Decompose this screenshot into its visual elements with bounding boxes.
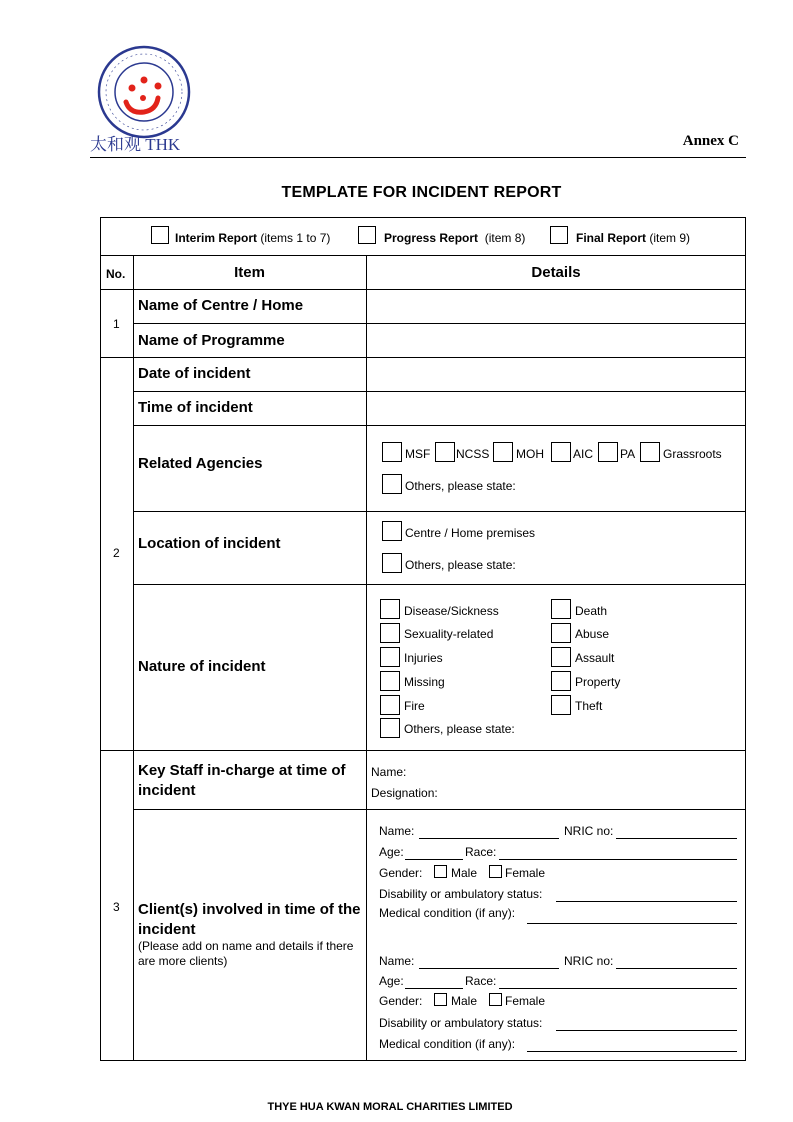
incident-date-field[interactable] (368, 359, 744, 390)
client1-nric-line[interactable] (616, 838, 737, 839)
moh-checkbox[interactable] (493, 442, 513, 462)
nature-option: Missing (404, 675, 445, 689)
client1-nric-label: NRIC no: (564, 824, 614, 838)
grassroots-checkbox[interactable] (640, 442, 660, 462)
incident-report-form (100, 217, 746, 1061)
annex-label: Annex C (682, 133, 739, 149)
missing-checkbox[interactable] (380, 671, 400, 691)
page-title (0, 184, 793, 202)
progress-report-checkbox[interactable] (358, 226, 376, 244)
clients-note: (Please add on name and details if there are more clients) (138, 939, 354, 968)
row-divider (133, 323, 746, 324)
client2-disability-line[interactable] (556, 1030, 737, 1031)
final-report-note: (item 9) (649, 231, 691, 245)
client2-age-label: Age: (379, 974, 404, 988)
nature-option: Abuse (575, 627, 610, 641)
client2-medical-label: Medical condition (if any): (379, 1037, 516, 1051)
client2-male-label: Male (451, 994, 478, 1008)
interim-report-checkbox[interactable] (151, 226, 169, 244)
location-premises-checkbox[interactable] (382, 521, 402, 541)
agencies-others-label: Others, please state: (405, 479, 516, 493)
agency-option-aic: AIC (573, 447, 594, 461)
client2-name-label: Name: (379, 954, 415, 968)
final-report-checkbox[interactable] (550, 226, 568, 244)
client2-nric-line[interactable] (616, 968, 737, 969)
row-divider (133, 425, 746, 426)
location-others-label: Others, please state: (405, 558, 516, 572)
row-number: 3 (113, 900, 120, 914)
disease-checkbox[interactable] (380, 599, 400, 619)
nature-option: Injuries (404, 651, 443, 665)
agencies-others-checkbox[interactable] (382, 474, 402, 494)
interim-report-label: Interim Report (175, 231, 258, 245)
client1-female-label: Female (505, 866, 546, 880)
item-column-header: Item (234, 264, 265, 281)
item-programme-label: Name of Programme (138, 332, 285, 349)
fire-checkbox[interactable] (380, 695, 400, 715)
final-report-label: Final Report (576, 231, 647, 245)
row-divider (133, 391, 746, 392)
client1-race-line[interactable] (499, 859, 737, 860)
item-date-label: Date of incident (138, 365, 251, 382)
client2-female-checkbox[interactable] (489, 993, 502, 1006)
nature-option: Theft (575, 699, 603, 713)
agency-option-msf: MSF (405, 447, 431, 461)
details-column-header: Details (531, 264, 581, 281)
row-divider (101, 255, 746, 256)
theft-checkbox[interactable] (551, 695, 571, 715)
client2-disability-label: Disability or ambulatory status: (379, 1016, 543, 1030)
client1-medical-line[interactable] (527, 923, 737, 924)
row-divider (101, 289, 746, 290)
key-staff-name-label: Name: (371, 765, 407, 779)
client1-male-checkbox[interactable] (434, 865, 447, 878)
page-title-text: TEMPLATE FOR INCIDENT REPORT (281, 184, 562, 201)
nature-option: Disease/Sickness (404, 604, 499, 618)
header-divider (90, 157, 746, 158)
client1-age-label: Age: (379, 845, 404, 859)
row-divider (133, 511, 746, 512)
client2-race-line[interactable] (499, 988, 737, 989)
item-clients-label: Client(s) involved in time of the incident (138, 901, 361, 938)
client1-name-label: Name: (379, 824, 415, 838)
final-report-option (576, 231, 690, 245)
pa-checkbox[interactable] (598, 442, 618, 462)
client2-medical-line[interactable] (527, 1051, 737, 1052)
client2-name-line[interactable] (419, 968, 559, 969)
row-divider (133, 584, 746, 585)
item-location-label: Location of incident (138, 535, 281, 552)
nature-option: Property (575, 675, 621, 689)
death-checkbox[interactable] (551, 599, 571, 619)
client1-name-line[interactable] (419, 838, 559, 839)
no-column-header: No. (106, 267, 126, 281)
client2-age-line[interactable] (405, 988, 463, 989)
programme-name-field[interactable] (368, 325, 744, 356)
interim-report-option (175, 231, 330, 245)
agency-option-ncss: NCSS (456, 447, 490, 461)
item-time-label: Time of incident (138, 399, 253, 416)
centre-name-field[interactable] (368, 291, 744, 322)
column-divider (133, 255, 134, 1061)
nature-option: Sexuality-related (404, 627, 494, 641)
item-nature-label: Nature of incident (138, 658, 266, 675)
aic-checkbox[interactable] (551, 442, 571, 462)
agency-option-pa: PA (620, 447, 636, 461)
interim-report-note: (items 1 to 7) (260, 231, 331, 245)
row-divider (101, 750, 746, 751)
nature-others-label: Others, please state: (404, 722, 515, 736)
footer-organisation: THYE HUA KWAN MORAL CHARITIES LIMITED (267, 1101, 513, 1113)
injuries-checkbox[interactable] (380, 647, 400, 667)
row-divider (133, 809, 746, 810)
location-others-checkbox[interactable] (382, 553, 402, 573)
column-divider (366, 255, 367, 1061)
row-number: 1 (113, 317, 120, 331)
client1-disability-line[interactable] (556, 901, 737, 902)
item-agencies-label: Related Agencies (138, 455, 263, 472)
client2-race-label: Race: (465, 974, 497, 988)
agency-option-moh: MOH (516, 447, 544, 461)
msf-checkbox[interactable] (382, 442, 402, 462)
logo-wordmark: 太和观 THK (90, 135, 181, 154)
client2-gender-label: Gender: (379, 994, 423, 1008)
nature-option: Fire (404, 699, 425, 713)
property-checkbox[interactable] (551, 671, 571, 691)
nature-others-checkbox[interactable] (380, 718, 400, 738)
agency-option-grassroots: Grassroots (663, 447, 722, 461)
client1-disability-label: Disability or ambulatory status: (379, 887, 543, 901)
client1-medical-label: Medical condition (if any): (379, 906, 516, 920)
item-centre-label: Name of Centre / Home (138, 297, 304, 314)
row-number: 2 (113, 546, 120, 560)
abuse-checkbox[interactable] (551, 623, 571, 643)
nature-option: Death (575, 604, 608, 618)
client1-gender-label: Gender: (379, 866, 423, 880)
incident-time-field[interactable] (368, 393, 744, 424)
assault-checkbox[interactable] (551, 647, 571, 667)
client2-male-checkbox[interactable] (434, 993, 447, 1006)
key-staff-designation-label: Designation: (371, 786, 438, 800)
location-premises-label: Centre / Home premises (405, 526, 536, 540)
ncss-checkbox[interactable] (435, 442, 455, 462)
society-logo (96, 44, 192, 140)
client1-female-checkbox[interactable] (489, 865, 502, 878)
client1-male-label: Male (451, 866, 478, 880)
client1-age-line[interactable] (405, 859, 463, 860)
progress-report-label: Progress Report (384, 231, 479, 245)
progress-report-option (384, 231, 525, 245)
client2-nric-label: NRIC no: (564, 954, 614, 968)
nature-option: Assault (575, 651, 615, 665)
client1-race-label: Race: (465, 845, 497, 859)
progress-report-note: (item 8) (484, 231, 526, 245)
sexuality-checkbox[interactable] (380, 623, 400, 643)
item-key-staff-label: Key Staff in-charge at time of incident (138, 762, 346, 799)
client2-female-label: Female (505, 994, 546, 1008)
row-divider (101, 357, 746, 358)
